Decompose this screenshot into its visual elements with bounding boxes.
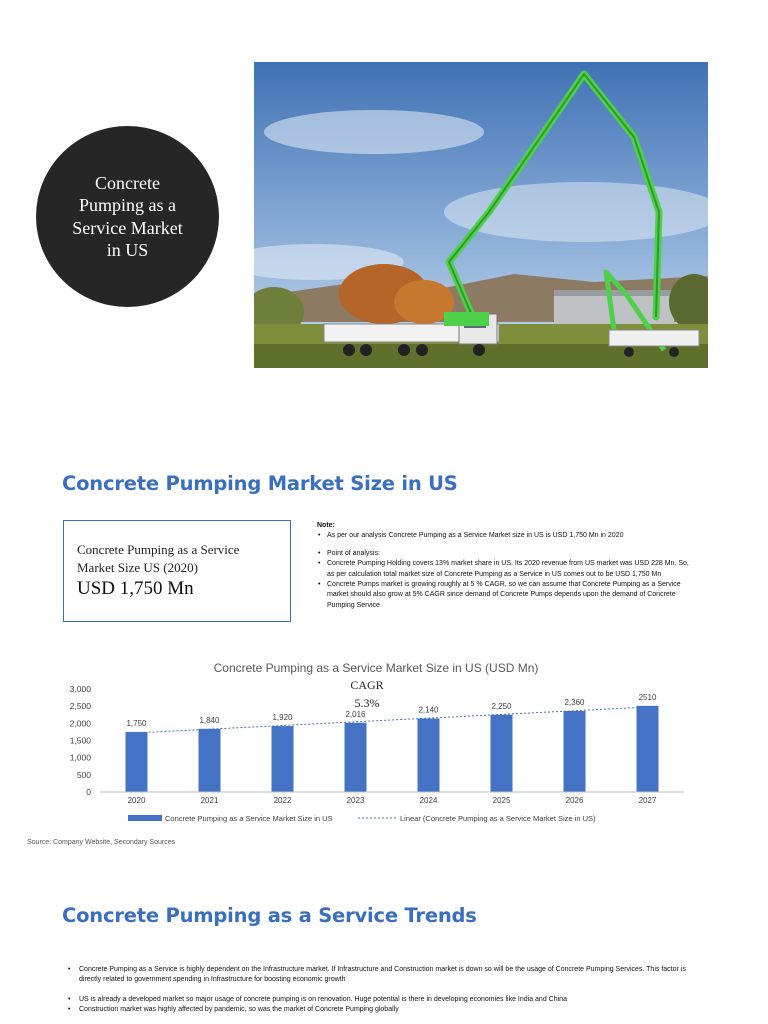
note-bullet: • Point of analysis: bbox=[317, 549, 695, 559]
note-bullet: • As per our analysis Concrete Pumping as a Service Market size in US is USD 1,750 Mn in 2020 bbox=[317, 531, 695, 541]
y-tick-label: 1,500 bbox=[69, 735, 91, 746]
bar-value-label: 2,140 bbox=[418, 705, 439, 715]
legend-bar-swatch bbox=[128, 815, 162, 821]
trend-item: • US is already a developed market so major usage of concrete pumping is on renovation. Huge potential is there in developing economies like India and China bbox=[68, 995, 708, 1005]
source-note: Source: Company Website, Secondary Sources bbox=[27, 839, 176, 846]
x-tick-label: 2022 bbox=[273, 796, 292, 805]
bar-2027 bbox=[637, 706, 659, 792]
bar-value-label: 2,360 bbox=[564, 697, 585, 707]
bar-value-label: 1,920 bbox=[272, 713, 293, 723]
bar-2023 bbox=[345, 723, 367, 792]
bar-2022 bbox=[272, 726, 294, 792]
x-tick-label: 2026 bbox=[565, 796, 584, 805]
y-tick-label: 500 bbox=[76, 769, 91, 780]
bar-2024 bbox=[418, 719, 440, 792]
y-tick-label: 0 bbox=[86, 787, 91, 797]
x-tick-label: 2020 bbox=[127, 796, 146, 805]
trends-list bbox=[68, 965, 708, 1015]
market-size-label: Concrete Pumping as a Service Market Size US (2020) bbox=[77, 542, 240, 575]
bar-2020 bbox=[126, 732, 148, 792]
bar-value-label: 2510 bbox=[638, 692, 657, 702]
concrete-pump-truck-photo bbox=[254, 62, 708, 368]
bar-2021 bbox=[199, 729, 221, 792]
notes-panel bbox=[317, 521, 695, 611]
y-tick-label: 1,000 bbox=[69, 752, 91, 763]
trend-item: • Concrete Pumping as a Service is highly dependent on the Infrastructure market. If Infrastructure and Construction market is down so will be the usage of Concrete Pumping Services. This factor is directly related to government spending in Infrastructure for boosting economic growth bbox=[68, 965, 708, 986]
x-tick-label: 2021 bbox=[200, 796, 219, 805]
trend-item: • Construction market was highly affected by pandemic, so was the market of Concrete Pumping globally bbox=[68, 1005, 708, 1015]
y-tick-label: 2,500 bbox=[69, 701, 91, 712]
x-tick-label: 2023 bbox=[346, 796, 365, 805]
y-tick-label: 2,000 bbox=[69, 718, 91, 729]
title-circle bbox=[36, 126, 219, 307]
bar-value-label: 1,750 bbox=[126, 718, 147, 728]
x-tick-label: 2024 bbox=[419, 796, 438, 805]
cagr-label: CAGR bbox=[350, 678, 384, 692]
cagr-value: 5.3% bbox=[354, 696, 380, 710]
legend-bar-label: Concrete Pumping as a Service Market Size in US bbox=[165, 814, 333, 823]
x-tick-label: 2025 bbox=[492, 796, 511, 805]
note-bullet: • Concrete Pumping Holding covers 13% market share in US. Its 2020 revenue from US market was USD 228 Mn. So, as per calculation total market size of Concrete Pumping as a Service in US comes out to be USD 1,750 Mn bbox=[317, 559, 695, 580]
market-size-box bbox=[63, 520, 291, 622]
market-size-value: USD 1,750 Mn bbox=[77, 578, 194, 599]
x-tick-label: 2027 bbox=[638, 796, 657, 805]
notes-title: Note: bbox=[317, 522, 335, 529]
trends-heading: Concrete Pumping as a Service Trends bbox=[62, 904, 477, 927]
note-bullet: • Concrete Pumps market is growing roughly at 5 % CAGR, so we can assume that Concrete Pumping as a Service market should also grow at 5% CAGR since demand of Concrete Pumps depends upon the demand of Concrete Pumping Service bbox=[317, 580, 695, 611]
bar-value-label: 2,016 bbox=[345, 709, 366, 719]
market-size-heading: Concrete Pumping Market Size in US bbox=[62, 472, 458, 495]
chart-title: Concrete Pumping as a Service Market Size in US (USD Mn) bbox=[213, 661, 539, 675]
bar-2026 bbox=[564, 711, 586, 792]
title-circle-text: Concrete Pumping as a Service Market in US bbox=[72, 172, 183, 260]
market-size-chart bbox=[50, 655, 710, 830]
y-tick-label: 3,000 bbox=[69, 684, 91, 694]
bar-value-label: 1,840 bbox=[199, 715, 220, 725]
bar-value-label: 2,250 bbox=[491, 701, 512, 711]
bar-2025 bbox=[491, 715, 513, 792]
legend-trend-label: Linear (Concrete Pumping as a Service Market Size in US) bbox=[400, 814, 596, 823]
